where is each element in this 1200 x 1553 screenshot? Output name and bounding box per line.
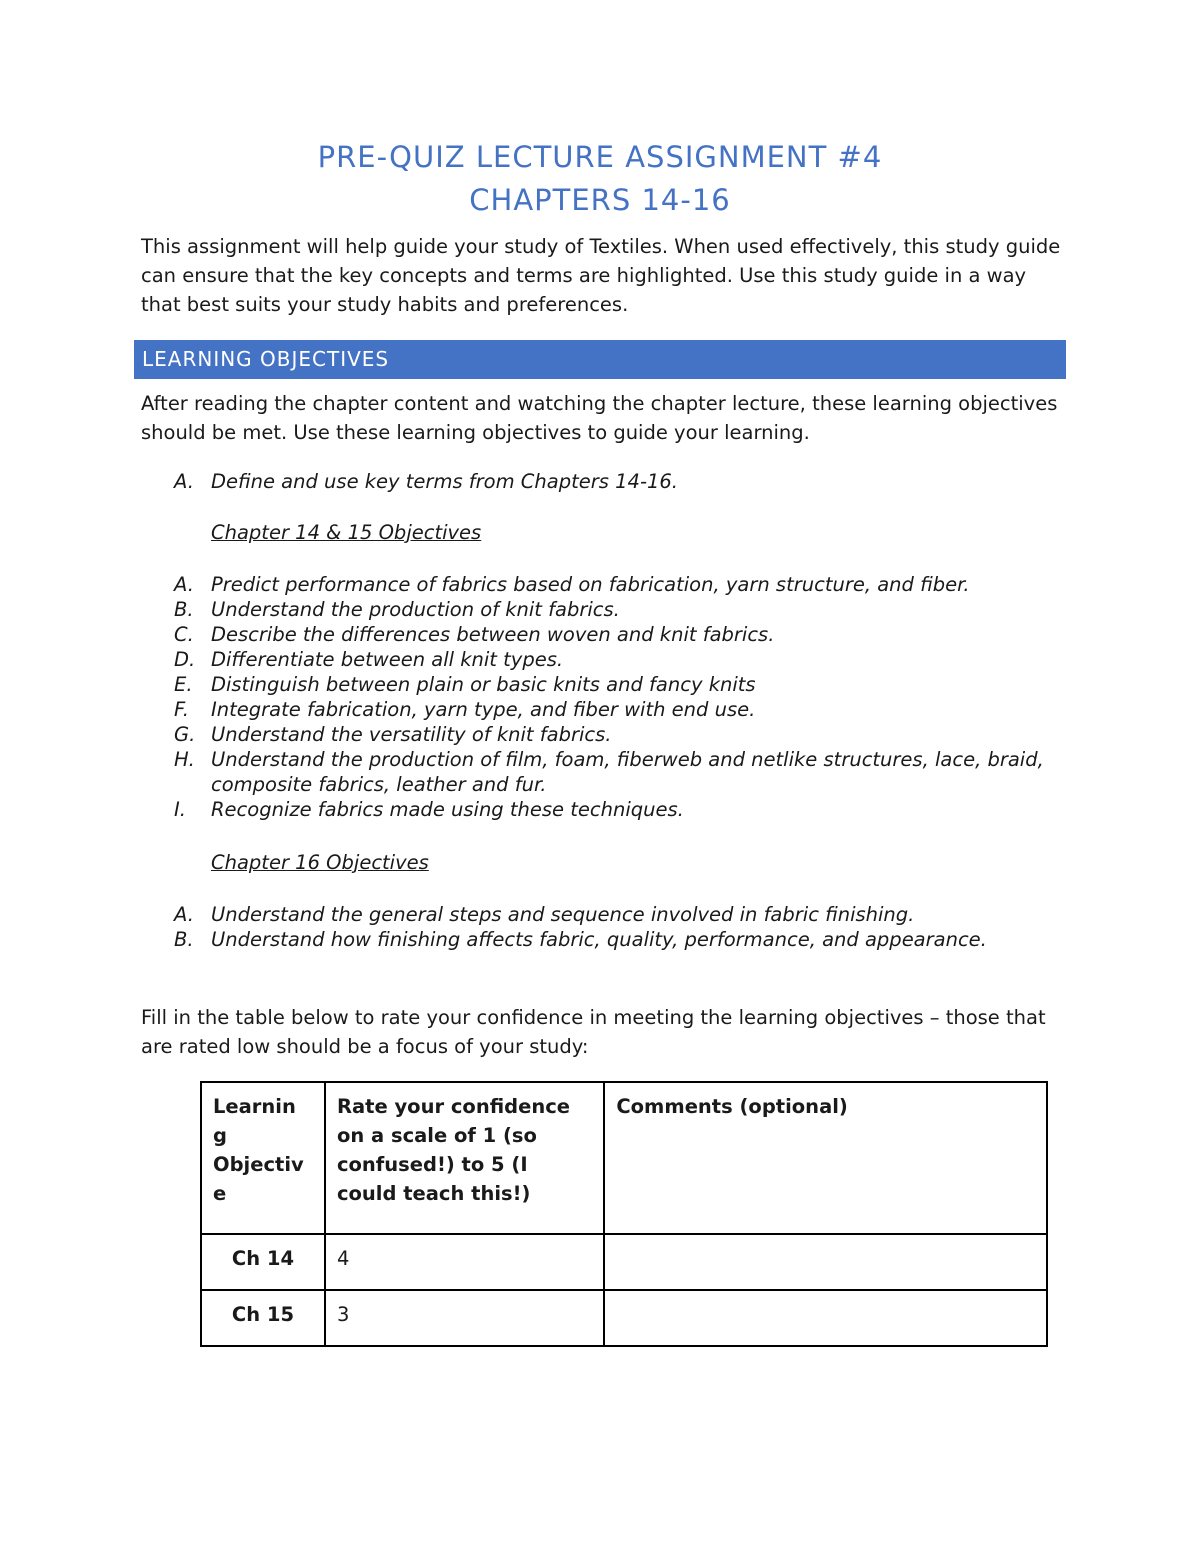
list-marker: F. bbox=[174, 698, 189, 721]
list-item bbox=[174, 697, 1074, 722]
list-item-text: Understand the production of knit fabrics. bbox=[211, 598, 620, 621]
list-item-text: Understand the general steps and sequence involved in fabric finishing. bbox=[211, 903, 915, 926]
table-header-row bbox=[201, 1082, 1047, 1234]
chapter-16-heading: Chapter 16 Objectives bbox=[211, 851, 429, 874]
objective-cell: Ch 15 bbox=[201, 1290, 325, 1346]
list-marker: A. bbox=[174, 470, 194, 493]
confidence-rating-table bbox=[200, 1081, 1048, 1347]
objectives-intro-paragraph: After reading the chapter content and watching the chapter lecture, these learning objectives should be met. Use these learning objectives to guide your learning. bbox=[141, 392, 1058, 444]
list-item bbox=[174, 747, 1074, 797]
objective-cell: Ch 14 bbox=[201, 1234, 325, 1290]
list-marker: D. bbox=[174, 648, 196, 671]
list-marker: H. bbox=[174, 748, 195, 771]
list-marker: B. bbox=[174, 598, 194, 621]
list-item bbox=[174, 469, 1074, 494]
section-heading-learning-objectives: LEARNING OBJECTIVES bbox=[134, 340, 1066, 379]
list-item-text: Understand the versatility of knit fabrics. bbox=[211, 723, 612, 746]
intro-paragraph: This assignment will help guide your study of Textiles. When used effectively, this study guide can ensure that the key concepts and terms are highlighted. Use this study guide in a way that best suits your study habits and preferences. bbox=[141, 235, 1061, 316]
list-item bbox=[174, 672, 1074, 697]
document-subtitle: CHAPTERS 14-16 bbox=[469, 183, 731, 217]
list-item-text: Recognize fabrics made using these techniques. bbox=[211, 798, 684, 821]
list-item bbox=[174, 927, 1074, 952]
general-objectives-list bbox=[174, 469, 1074, 494]
list-item bbox=[174, 647, 1074, 672]
column-header-learning-objective: Learnin g Objectiv e bbox=[201, 1082, 325, 1234]
document-title: PRE-QUIZ LECTURE ASSIGNMENT #4 bbox=[317, 140, 883, 174]
list-item-text: Distinguish between plain or basic knits and fancy knits bbox=[211, 673, 756, 696]
list-item-text: Describe the differences between woven and knit fabrics. bbox=[211, 623, 775, 646]
table-row bbox=[201, 1234, 1047, 1290]
list-item bbox=[174, 622, 1074, 647]
list-item bbox=[174, 722, 1074, 747]
rating-cell[interactable]: 3 bbox=[325, 1290, 604, 1346]
column-header-comments: Comments (optional) bbox=[604, 1082, 1047, 1234]
chapter-16-objectives-list bbox=[174, 902, 1074, 952]
list-item-text: Integrate fabrication, yarn type, and fiber with end use. bbox=[211, 698, 756, 721]
list-marker: B. bbox=[174, 928, 194, 951]
list-item-text: Understand how finishing affects fabric, quality, performance, and appearance. bbox=[211, 928, 987, 951]
list-marker: I. bbox=[174, 798, 186, 821]
list-marker: E. bbox=[174, 673, 193, 696]
list-item-text: Predict performance of fabrics based on fabrication, yarn structure, and fiber. bbox=[211, 573, 970, 596]
chapter-14-15-objectives-list bbox=[174, 572, 1074, 822]
list-marker: A. bbox=[174, 573, 194, 596]
chapter-14-15-heading: Chapter 14 & 15 Objectives bbox=[211, 521, 482, 544]
list-item bbox=[174, 902, 1074, 927]
list-item-text: Understand the production of film, foam, fiberweb and netlike structures, lace, braid, composite fabrics, leather and fur. bbox=[211, 748, 1044, 796]
list-marker: C. bbox=[174, 623, 194, 646]
list-item bbox=[174, 797, 1074, 822]
comments-cell[interactable] bbox=[604, 1290, 1047, 1346]
column-header-rating: Rate your confidence on a scale of 1 (so confused!) to 5 (I could teach this!) bbox=[325, 1082, 604, 1234]
list-marker: A. bbox=[174, 903, 194, 926]
list-item-text: Define and use key terms from Chapters 14-16. bbox=[211, 470, 678, 493]
table-intro-paragraph: Fill in the table below to rate your confidence in meeting the learning objectives – those that are rated low should be a focus of your study: bbox=[141, 1006, 1046, 1058]
list-item bbox=[174, 597, 1074, 622]
rating-cell[interactable]: 4 bbox=[325, 1234, 604, 1290]
comments-cell[interactable] bbox=[604, 1234, 1047, 1290]
list-item bbox=[174, 572, 1074, 597]
list-item-text: Differentiate between all knit types. bbox=[211, 648, 564, 671]
list-marker: G. bbox=[174, 723, 196, 746]
table-row bbox=[201, 1290, 1047, 1346]
